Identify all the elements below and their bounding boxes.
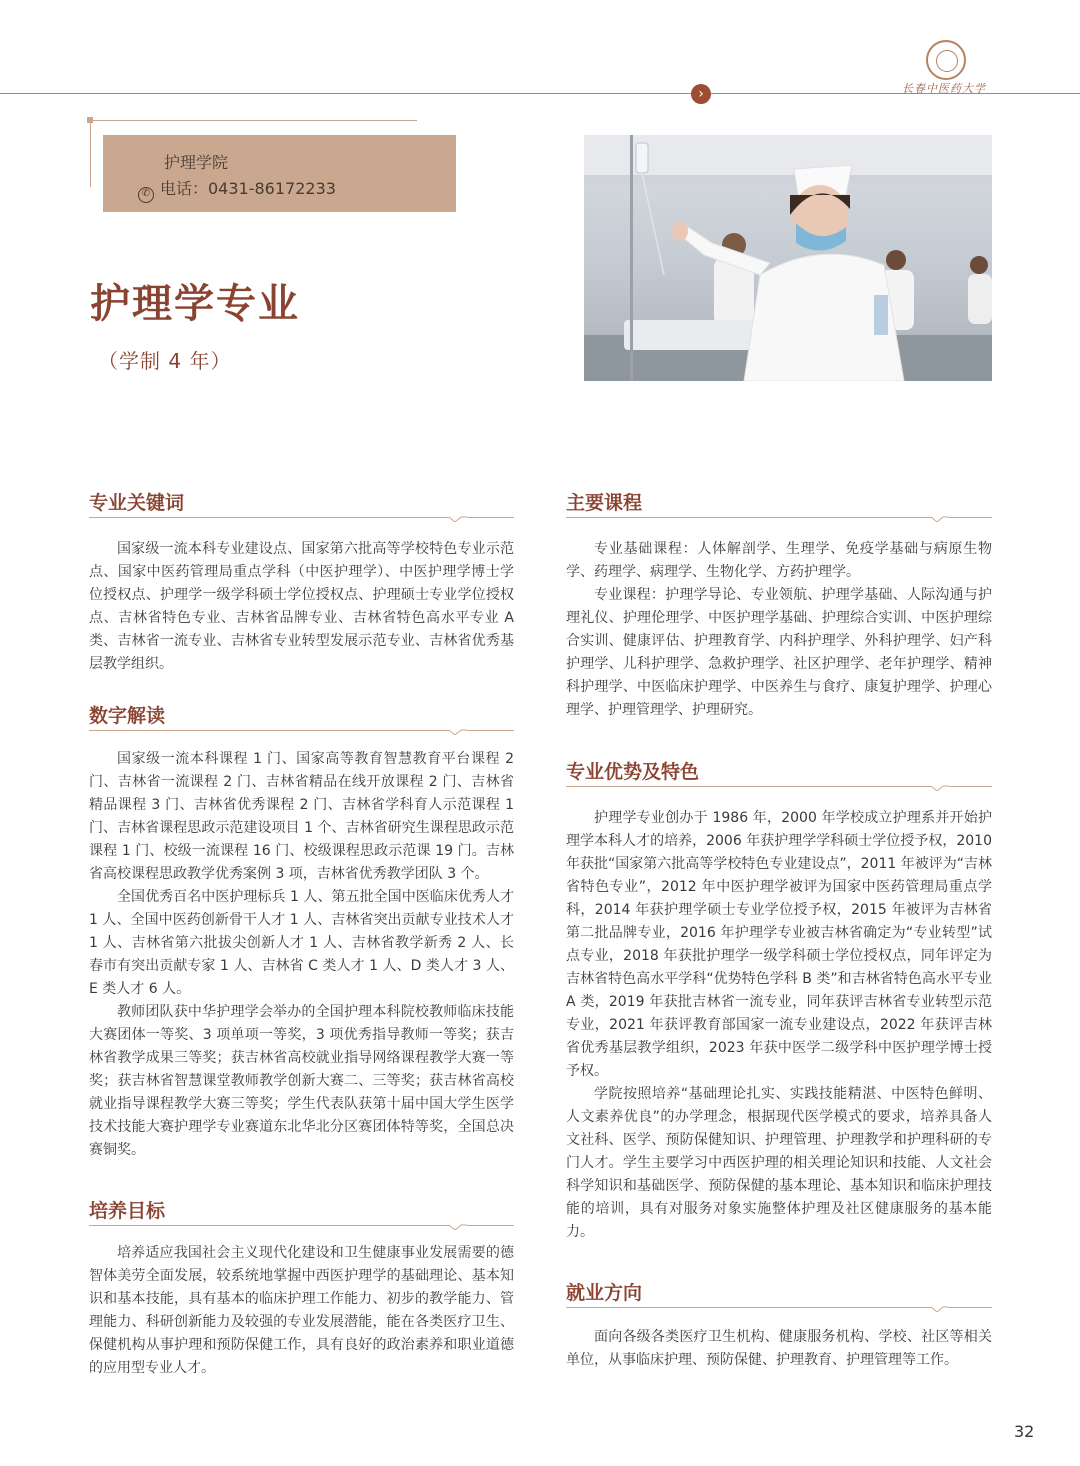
section-title-numbers: 数字解读 bbox=[89, 705, 166, 727]
courses-text bbox=[566, 538, 992, 722]
section-underline bbox=[949, 1307, 992, 1308]
section-title-careers: 就业方向 bbox=[566, 1282, 643, 1304]
section-underline bbox=[89, 730, 449, 731]
section-title-advantages: 专业优势及特色 bbox=[566, 761, 700, 783]
careers-text bbox=[566, 1326, 992, 1372]
paragraph: 全国优秀百名中医护理标兵 1 人、第五批全国中医临床优秀人才 1 人、全国中医药创新骨干人才 1 人、吉林省突出贡献专业技术人才 1 人、吉林省第六批拔尖创新人才 1 人、吉林省教学新秀 2 人、长春市有突出贡献专家 1 人、吉林省 C 类人才 1 人、D 类人才 3 人、E 类人才 6 人。 bbox=[89, 889, 514, 997]
keywords-text bbox=[89, 538, 514, 676]
nursing-training-photo bbox=[584, 135, 992, 381]
section-underline bbox=[566, 1307, 931, 1308]
section-underline-notch bbox=[931, 1302, 949, 1312]
section-underline-notch bbox=[449, 512, 467, 522]
page-number: 32 bbox=[1014, 1422, 1035, 1441]
university-seal-icon bbox=[926, 40, 966, 80]
section-underline bbox=[89, 1225, 449, 1226]
paragraph: 护理学专业创办于 1986 年，2000 年学校成立护理系并开始护理学本科人才的培养，2006 年获护理学学科硕士学位授予权，2010 年获批“国家第六批高等学校特色专业建设点”，2011 年被评为“吉林省特色专业”，2012 年中医护理学被评为国家中医药管理局重点学科，2014 年获护理学硕士专业学位授予权，2015 年被评为吉林省第二批品牌专业，2016 年护理学专业被吉林省确定为“专业转型”试点专业，2018 年获批护理学一级学科硕士学位授权点，同年评定为吉林省特色高水平学科“优势特色学科 B 类”和吉林省特色高水平专业 A 类，2019 年获批吉林省一流专业，同年获评吉林省专业转型示范专业，2021 年获评教育部国家一流专业建设点，2022 年获评吉林省优秀基层教学组织，2023 年获中医学二级学科中医护理学博士授予权。 bbox=[566, 810, 992, 1079]
section-title-keywords: 专业关键词 bbox=[89, 492, 185, 514]
page-title: 护理学专业 bbox=[90, 281, 300, 327]
study-duration: （学制 4 年） bbox=[98, 349, 232, 373]
section-title-goals: 培养目标 bbox=[89, 1200, 166, 1222]
paragraph: 培养适应我国社会主义现代化建设和卫生健康事业发展需要的德智体美劳全面发展，较系统地掌握中西医护理学的基础理论、基本知识和基本技能，具有基本的临床护理工作能力、初步的教学能力、管理能力、科研创新能力及较强的专业发展潜能，能在各类医疗卫生、保健机构从事护理和预防保健工作，具有良好的政治素养和职业道德的应用型专业人才。 bbox=[89, 1245, 514, 1376]
chevron-right-icon: › bbox=[691, 84, 711, 104]
advantages-text bbox=[566, 807, 992, 1244]
phone-text: 电话：0431-86172233 bbox=[160, 179, 336, 198]
section-underline bbox=[467, 730, 514, 731]
section-underline-notch bbox=[449, 1220, 467, 1230]
section-underline bbox=[467, 517, 514, 518]
contact-card-dot bbox=[87, 117, 93, 123]
section-underline bbox=[566, 517, 931, 518]
paragraph: 专业基础课程：人体解剖学、生理学、免疫学基础与病原生物学、药理学、病理学、生物化学、方药护理学。 bbox=[566, 541, 992, 580]
paragraph: 面向各级各类医疗卫生机构、健康服务机构、学校、社区等相关单位，从事临床护理、预防保健、护理教育、护理管理等工作。 bbox=[566, 1329, 992, 1368]
numbers-text bbox=[89, 748, 514, 1162]
photo-illustration bbox=[584, 135, 992, 381]
section-underline-notch bbox=[931, 512, 949, 522]
section-underline-notch bbox=[449, 725, 467, 735]
department-name: 护理学院 bbox=[164, 153, 229, 172]
paragraph: 国家级一流本科课程 1 门、国家高等教育智慧教育平台课程 2 门、吉林省一流课程 2 门、吉林省精品在线开放课程 2 门、吉林省精品课程 3 门、吉林省优秀课程 2 门、吉林省学科育人示范课程 1 门、吉林省课程思政示范建设项目 1 个、吉林省研究生课程思政示范课程 1 门、校级一流课程 16 门、校级课程思政示范课 19 门。吉林省高校课程思政教学优秀案例 3 项，吉林省优秀教学团队 3 个。 bbox=[89, 751, 514, 882]
contact-phone bbox=[138, 176, 336, 203]
paragraph: 专业课程：护理学导论、专业领航、护理学基础、人际沟通与护理礼仪、护理伦理学、中医护理学基础、护理综合实训、中医护理综合实训、健康评估、护理教育学、内科护理学、外科护理学、妇产科护理学、儿科护理学、急救护理学、社区护理学、老年护理学、精神科护理学、中医临床护理学、中医养生与食疗、康复护理学、护理心理学、护理管理学、护理研究。 bbox=[566, 587, 992, 718]
section-title-courses: 主要课程 bbox=[566, 492, 643, 514]
section-underline bbox=[949, 517, 992, 518]
paragraph: 教师团队获中华护理学会举办的全国护理本科院校教师临床技能大赛团体一等奖、3 项单项一等奖，3 项优秀指导教师一等奖；获吉林省教学成果三等奖；获吉林省高校就业指导网络课程教学大赛一等奖；获吉林省智慧课堂教师教学创新大赛二、三等奖；获吉林省高校就业指导课程教学大赛三等奖；学生代表队获第十届中国大学生医学技术技能大赛护理学专业赛道东北华北分区赛团体特等奖，全国总决赛铜奖。 bbox=[89, 1004, 514, 1158]
section-underline bbox=[566, 786, 931, 787]
university-logo-text: 长春中医药大学 bbox=[902, 82, 986, 95]
paragraph: 学院按照培养“基础理论扎实、实践技能精湛、中医特色鲜明、人文素养优良”的办学理念，根据现代医学模式的要求，培养具备人文社科、医学、预防保健知识、护理管理、护理教学和护理科研的专门人才。学生主要学习中西医护理的相关理论知识和技能、人文社会科学知识和基础医学、预防保健的基本理论、基本知识和临床护理技能的培训，具有对服务对象实施整体护理及社区健康服务的基本能力。 bbox=[566, 1086, 992, 1240]
section-underline bbox=[89, 517, 449, 518]
section-underline-notch bbox=[931, 781, 949, 791]
goals-text bbox=[89, 1242, 514, 1380]
phone-icon: ✆ bbox=[138, 187, 154, 203]
paragraph: 国家级一流本科专业建设点、国家第六批高等学校特色专业示范点、国家中医药管理局重点学科（中医护理学）、中医护理学博士学位授权点、护理学一级学科硕士学位授权点、护理硕士专业学位授权点、吉林省特色专业、吉林省品牌专业、吉林省特色高水平专业 A 类、吉林省一流专业、吉林省专业转型发展示范专业、吉林省优秀基层教学组织。 bbox=[89, 541, 514, 672]
section-underline bbox=[467, 1225, 514, 1226]
section-underline bbox=[949, 786, 992, 787]
